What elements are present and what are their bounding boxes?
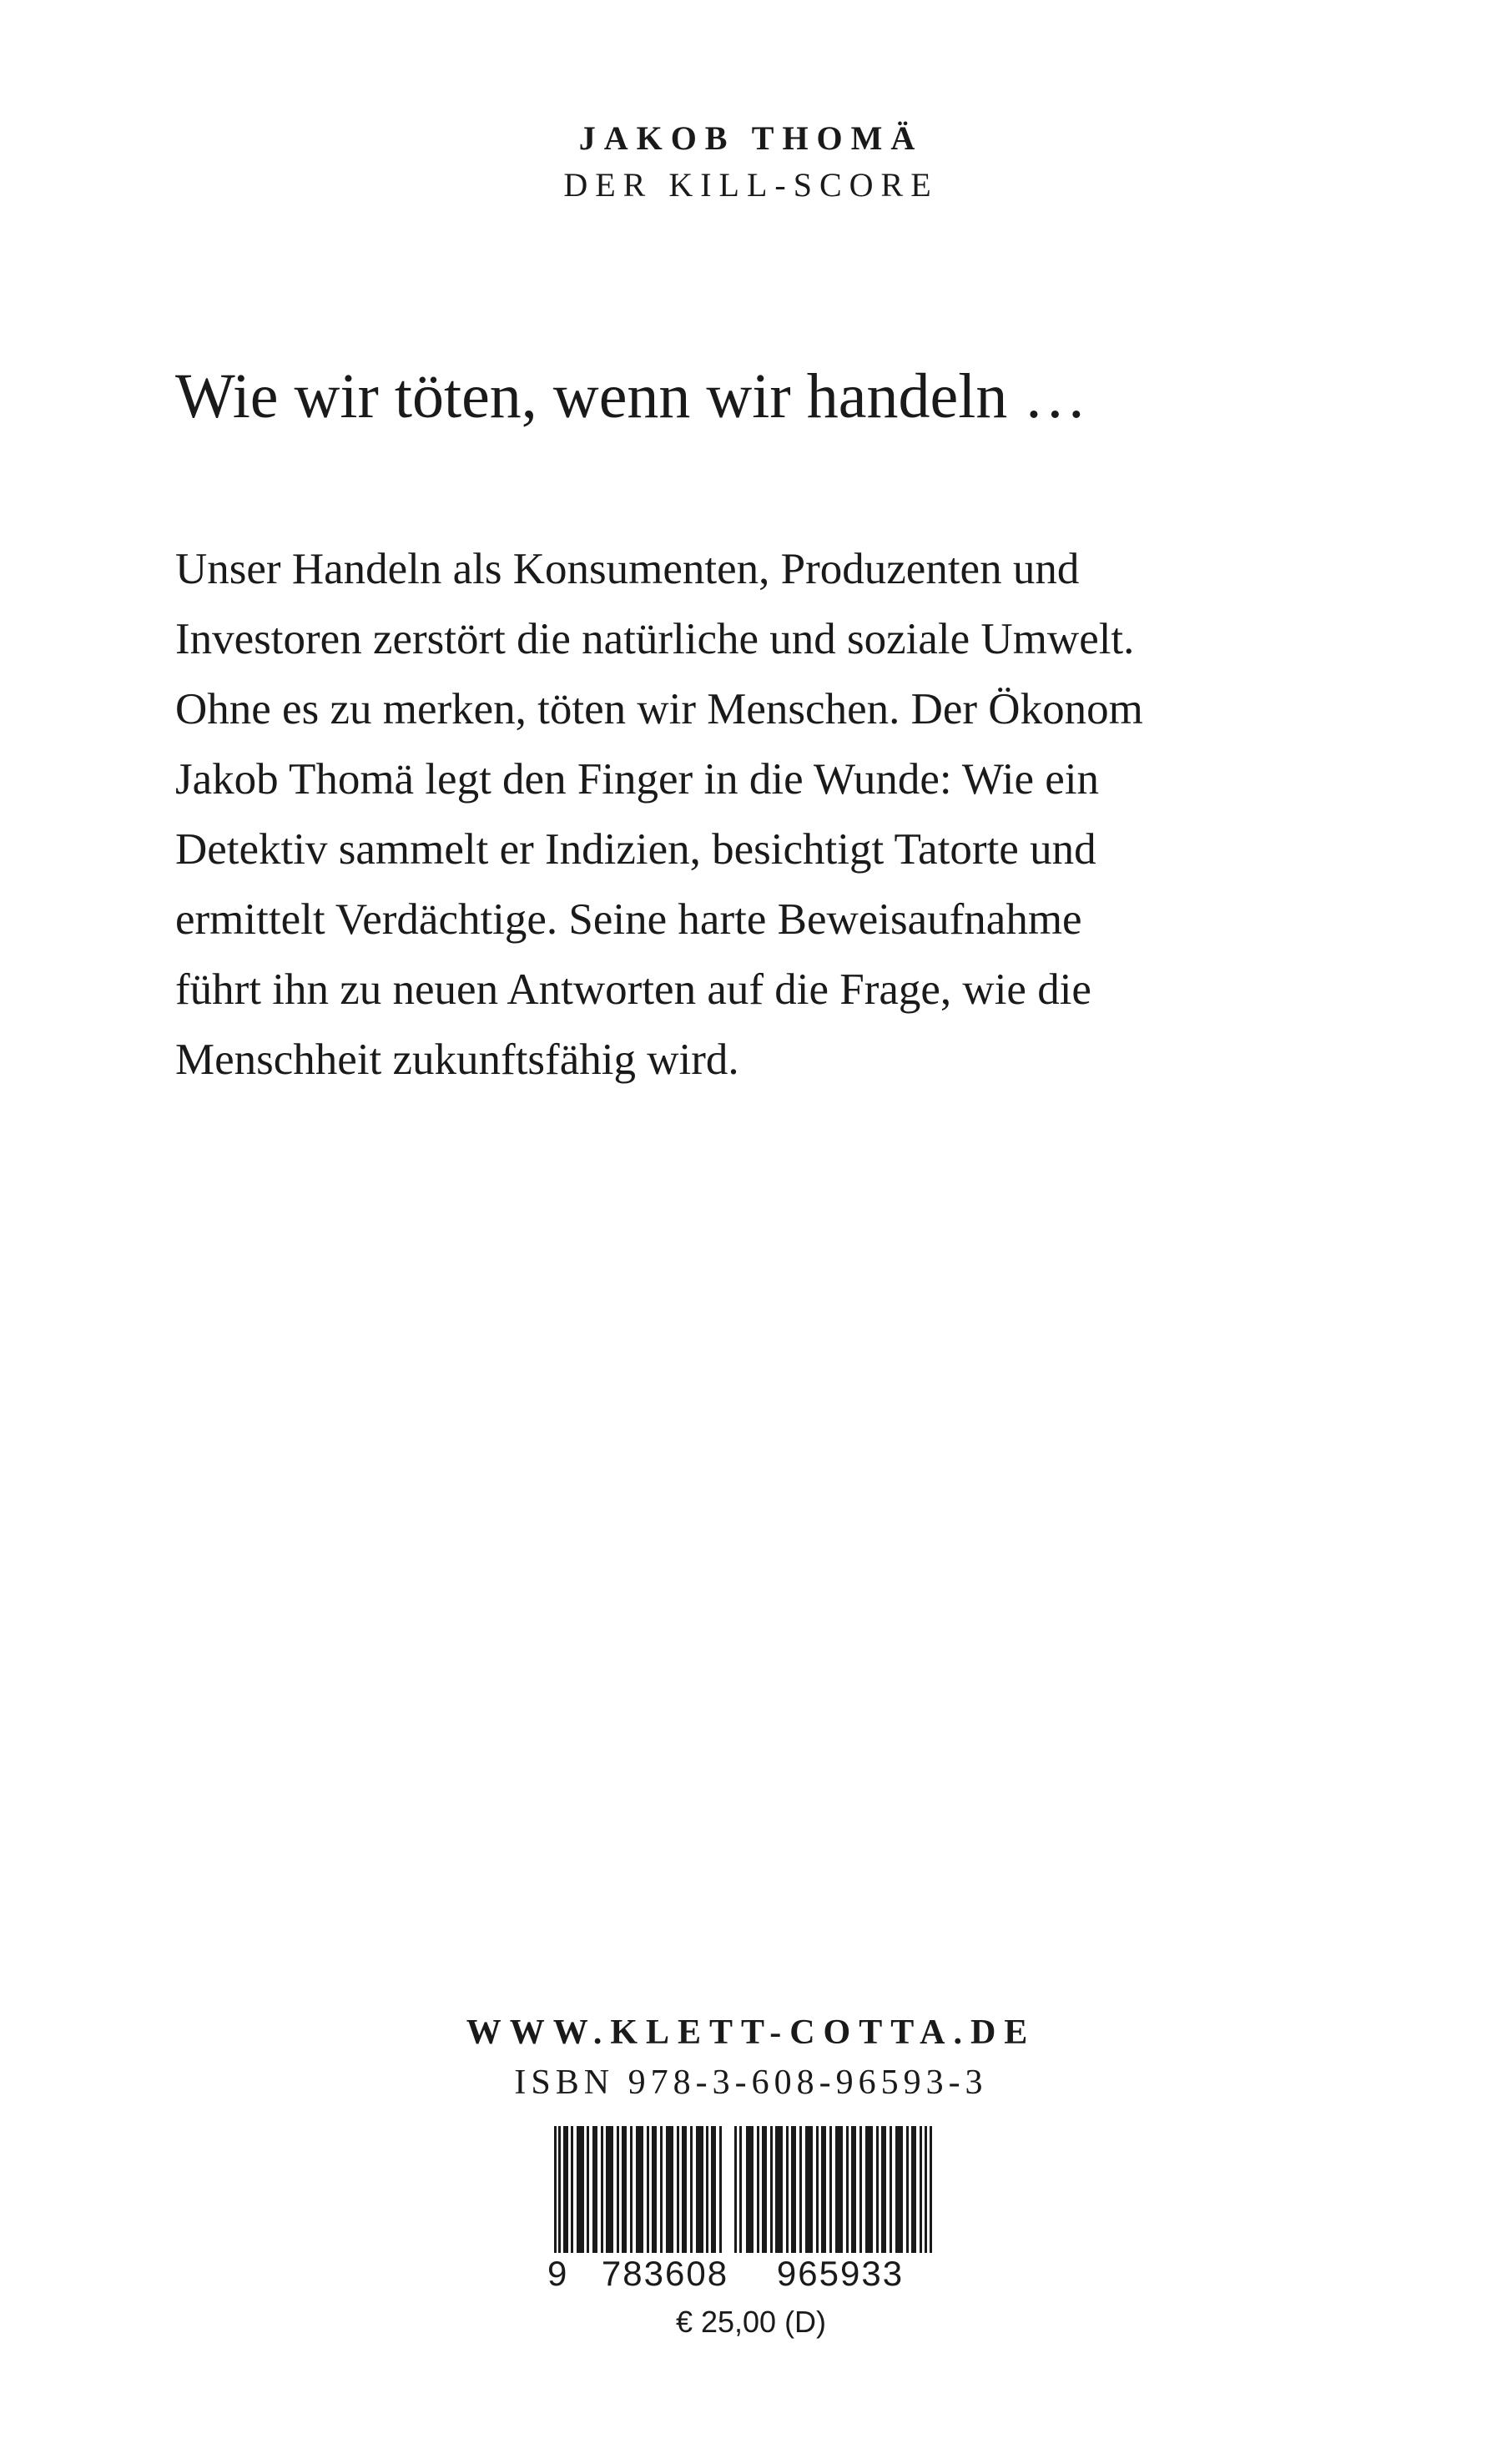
barcode-bar bbox=[677, 2126, 679, 2260]
barcode-bar bbox=[652, 2126, 657, 2260]
barcode-bar bbox=[846, 2126, 849, 2260]
blurb-line: Menschheit zukunftsfähig wird. bbox=[175, 1035, 739, 1084]
blurb-line: Ohne es zu merken, töten wir Menschen. Der Ökonom bbox=[175, 685, 1143, 733]
barcode-bar bbox=[920, 2126, 922, 2260]
barcode-bar bbox=[706, 2126, 708, 2260]
barcode-bar bbox=[587, 2126, 589, 2260]
price-label: € 25,00 (D) bbox=[675, 2305, 827, 2339]
barcode-bar bbox=[876, 2126, 879, 2260]
barcode-bar bbox=[762, 2126, 767, 2260]
barcode-bar bbox=[682, 2126, 687, 2260]
blurb-line: Investoren zerstört die natürliche und soziale Umwelt. bbox=[175, 615, 1135, 663]
blurb-line: Unser Handeln als Konsumenten, Produzenten und bbox=[175, 545, 1080, 593]
barcode-first-digit: 9 bbox=[547, 2254, 569, 2293]
blurb-line: Detektiv sammelt er Indizien, besichtigt Tatorte und bbox=[175, 825, 1096, 874]
barcode-bar bbox=[890, 2126, 892, 2260]
barcode-bar bbox=[881, 2126, 886, 2260]
book-title: DER KILL-SCORE bbox=[563, 166, 939, 204]
barcode-bar bbox=[571, 2126, 573, 2260]
barcode-bar bbox=[577, 2126, 584, 2260]
barcode-bar bbox=[690, 2126, 693, 2260]
barcode-bar bbox=[617, 2126, 619, 2260]
barcode-bar bbox=[746, 2126, 754, 2260]
barcode-bar bbox=[636, 2126, 643, 2260]
barcode-bar bbox=[666, 2126, 673, 2260]
barcode-bar bbox=[821, 2126, 826, 2260]
barcode-bar bbox=[816, 2126, 819, 2260]
barcode-digits bbox=[547, 2253, 948, 2295]
blurb-text bbox=[175, 534, 1360, 1095]
barcode-bar bbox=[799, 2126, 802, 2260]
barcode-bar bbox=[851, 2126, 856, 2260]
barcode-bar bbox=[829, 2126, 832, 2260]
isbn-number: ISBN 978-3-608-96593-3 bbox=[514, 2063, 988, 2102]
barcode-bar bbox=[719, 2126, 722, 2260]
barcode-bar bbox=[770, 2126, 773, 2260]
barcode-bar bbox=[757, 2126, 759, 2260]
barcode-bar bbox=[696, 2126, 703, 2260]
barcode-bar bbox=[835, 2126, 843, 2260]
barcode-bar bbox=[660, 2126, 663, 2260]
barcode-bar bbox=[601, 2126, 603, 2260]
barcode-bar bbox=[606, 2126, 613, 2260]
barcode-bar bbox=[622, 2126, 627, 2260]
barcode-digit-group: 965933 bbox=[776, 2254, 905, 2293]
blurb-line: ermittelt Verdächtige. Seine harte Beweisaufnahme bbox=[175, 895, 1082, 944]
barcode-bar bbox=[865, 2126, 873, 2260]
barcode-bar bbox=[630, 2126, 633, 2260]
barcode-bar bbox=[906, 2126, 909, 2260]
barcode-bar bbox=[859, 2126, 862, 2260]
barcode-bar bbox=[563, 2126, 568, 2260]
barcode-bar bbox=[647, 2126, 649, 2260]
barcode-bar bbox=[911, 2126, 916, 2260]
publisher-website: WWW.KLETT-COTTA.DE bbox=[466, 2013, 1036, 2052]
barcode-bar bbox=[791, 2126, 796, 2260]
headline: Wie wir töten, wenn wir handeln … bbox=[175, 361, 1087, 431]
barcode-bar bbox=[786, 2126, 789, 2260]
blurb-line: Jakob Thomä legt den Finger in die Wunde: Wie ein bbox=[175, 755, 1100, 804]
barcode-bar bbox=[895, 2126, 903, 2260]
barcode-bar bbox=[592, 2126, 597, 2260]
barcode-bar bbox=[805, 2126, 813, 2260]
barcode-bar bbox=[711, 2126, 716, 2260]
barcode-bar bbox=[775, 2126, 783, 2260]
barcode-digit-group: 783608 bbox=[601, 2254, 729, 2293]
author-name: JAKOB THOMÄ bbox=[578, 119, 924, 157]
blurb-line: führt ihn zu neuen Antworten auf die Frage, wie die bbox=[175, 965, 1091, 1014]
